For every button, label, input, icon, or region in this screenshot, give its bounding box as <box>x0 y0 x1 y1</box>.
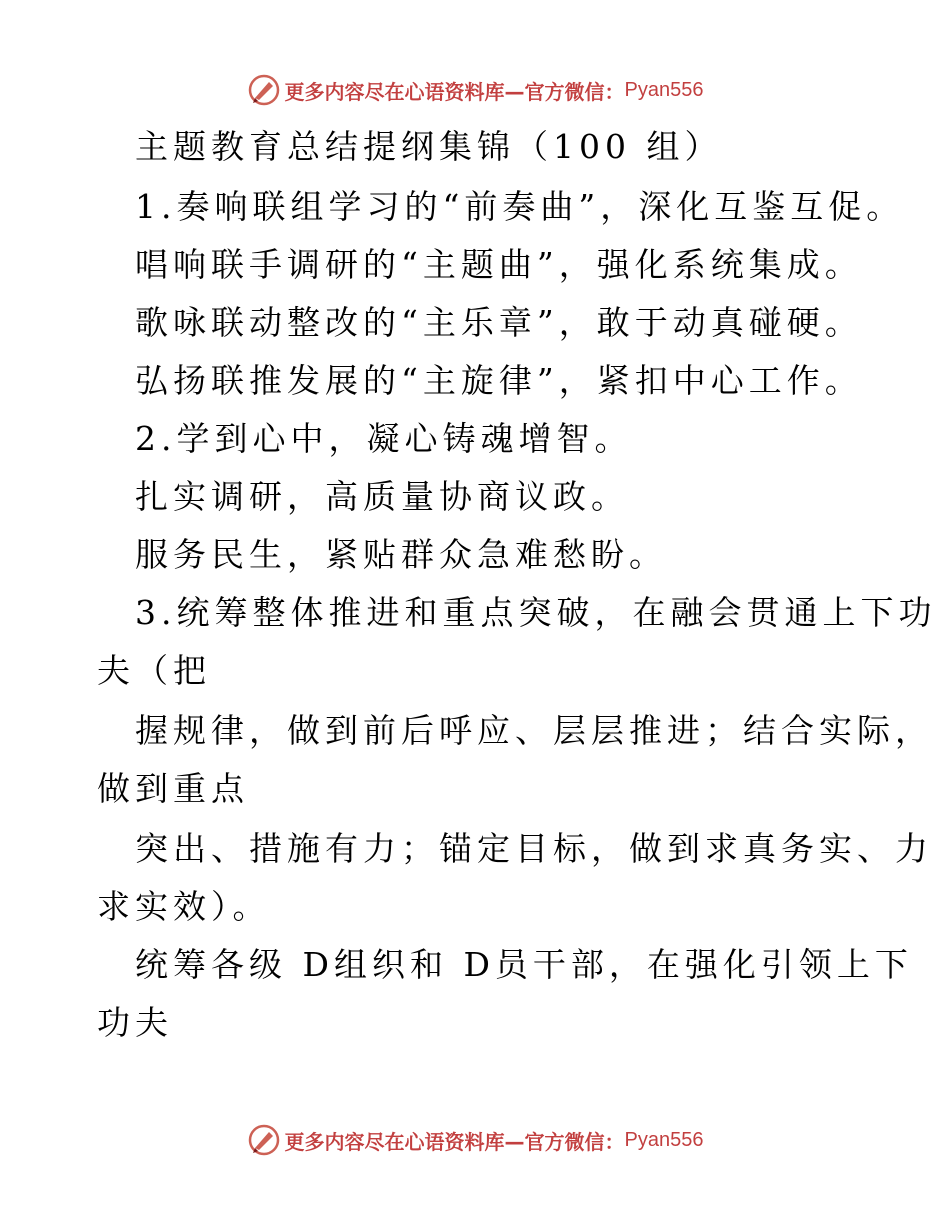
document-line: 2.学到心中，凝心铸魂增智。 <box>135 419 633 458</box>
document-line: 弘扬联推发展的“主旋律”，紧扣中心工作。 <box>135 361 863 400</box>
document-line: 做到重点 <box>97 769 249 808</box>
document-line: 唱响联手调研的“主题曲”，强化系统集成。 <box>135 245 863 284</box>
document-line: 1.奏响联组学习的“前奏曲”，深化互鉴互促。 <box>135 187 905 226</box>
document-line: 求实效）。 <box>97 887 271 926</box>
document-line: 扎实调研，高质量协商议政。 <box>135 477 629 516</box>
document-line: 功夫 <box>97 1003 173 1042</box>
header-banner-text: 更多内容尽在心语资料库—官方微信： <box>284 79 625 104</box>
document-line: 3.统筹整体推进和重点突破，在融会贯通上下功 <box>135 593 937 632</box>
pen-logo-icon <box>247 1123 281 1157</box>
header-banner-id: Pyan556 <box>624 78 704 101</box>
document-line: 握规律，做到前后呼应、层层推进；结合实际， <box>135 711 933 750</box>
document-line: 服务民生，紧贴群众急难愁盼。 <box>135 535 667 574</box>
document-line: 歌咏联动整改的“主乐章”，敢于动真碰硬。 <box>135 303 863 342</box>
document-line: 突出、措施有力；锚定目标，做到求真务实、力 <box>135 829 933 868</box>
footer-banner-text: 更多内容尽在心语资料库—官方微信： <box>284 1129 625 1154</box>
footer-watermark-banner <box>0 1120 950 1160</box>
document-line: 统筹各级 D组织和 D员干部，在强化引领上下 <box>135 945 913 984</box>
footer-banner-id: Pyan556 <box>624 1128 704 1151</box>
document-line: 夫（把 <box>97 651 211 690</box>
document-title: 主题教育总结提纲集锦（100 组） <box>135 127 723 166</box>
